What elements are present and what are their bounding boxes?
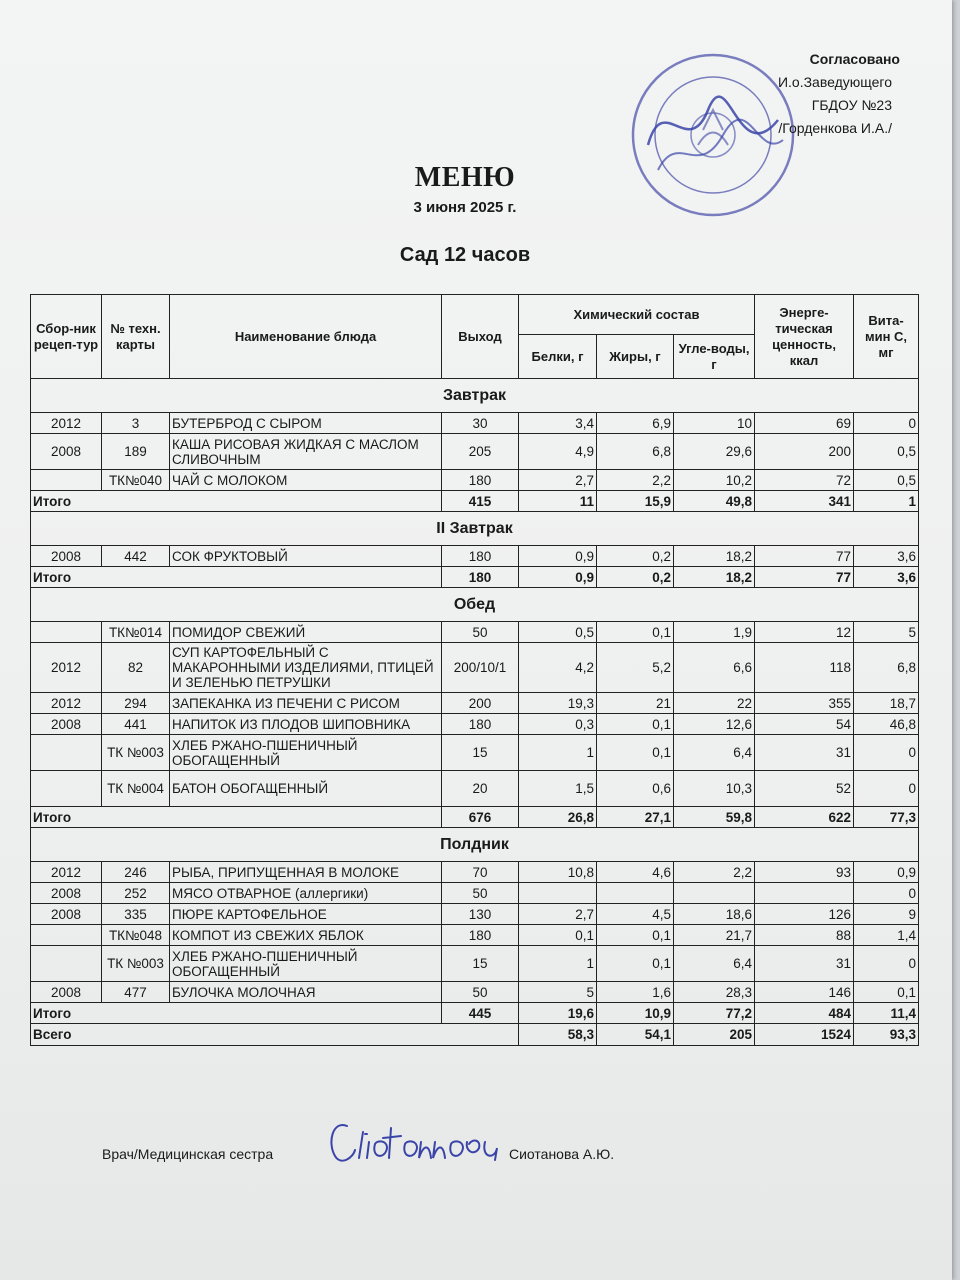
output-cell: 50 (442, 883, 519, 904)
energy-cell: 31 (755, 735, 854, 771)
collection-cell (31, 735, 102, 771)
vitamin-cell: 0,5 (854, 434, 919, 470)
dish-row (31, 925, 919, 946)
total-output: 415 (442, 491, 519, 512)
vitamin-cell: 0 (854, 771, 919, 807)
protein-cell: 10,8 (519, 862, 597, 883)
dish-row (31, 771, 919, 807)
total-energy: 622 (755, 807, 854, 828)
section-row (31, 588, 919, 622)
total-vitamin: 77,3 (854, 807, 919, 828)
collection-cell (31, 771, 102, 807)
collection-cell: 2008 (31, 546, 102, 567)
fat-cell: 0,2 (597, 546, 674, 567)
grand-total-protein: 58,3 (519, 1024, 597, 1046)
fat-cell: 4,5 (597, 904, 674, 925)
total-protein: 11 (519, 491, 597, 512)
section-title: II Завтрак (31, 512, 919, 546)
dish-name-cell: ПОМИДОР СВЕЖИЙ (170, 622, 442, 643)
total-energy: 77 (755, 567, 854, 588)
vitamin-cell: 3,6 (854, 546, 919, 567)
card-cell: 3 (102, 413, 170, 434)
energy-cell: 200 (755, 434, 854, 470)
card-cell: ТК№040 (102, 470, 170, 491)
collection-cell: 2012 (31, 413, 102, 434)
collection-cell (31, 622, 102, 643)
dish-name-cell: РЫБА, ПРИПУЩЕННАЯ В МОЛОКЕ (170, 862, 442, 883)
carbs-cell: 28,3 (674, 982, 755, 1003)
protein-cell: 2,7 (519, 904, 597, 925)
total-label: Итого (31, 807, 442, 828)
approval-block (777, 48, 900, 140)
section-title: Завтрак (31, 379, 919, 413)
energy-cell: 77 (755, 546, 854, 567)
card-cell: 82 (102, 643, 170, 693)
card-cell: ТК №003 (102, 946, 170, 982)
dish-row (31, 546, 919, 567)
carbs-cell: 18,2 (674, 546, 755, 567)
dish-row (31, 883, 919, 904)
carbs-cell: 1,9 (674, 622, 755, 643)
dish-name-cell: СОК ФРУКТОВЫЙ (170, 546, 442, 567)
card-cell: ТК №003 (102, 735, 170, 771)
carbs-cell: 18,6 (674, 904, 755, 925)
total-energy: 341 (755, 491, 854, 512)
card-cell: 189 (102, 434, 170, 470)
approval-name: /Горденкова И.А./ (778, 120, 892, 136)
protein-cell: 5 (519, 982, 597, 1003)
output-cell: 70 (442, 862, 519, 883)
output-cell: 205 (442, 434, 519, 470)
dish-row (31, 622, 919, 643)
grand-total-fat: 54,1 (597, 1024, 674, 1046)
dish-name-cell: НАПИТОК ИЗ ПЛОДОВ ШИПОВНИКА (170, 714, 442, 735)
dish-name-cell: ПЮРЕ КАРТОФЕЛЬНОЕ (170, 904, 442, 925)
protein-cell: 0,1 (519, 925, 597, 946)
menu-subtitle: Сад 12 часов (399, 244, 531, 266)
output-cell: 180 (442, 925, 519, 946)
vitamin-cell: 0,1 (854, 982, 919, 1003)
energy-cell: 52 (755, 771, 854, 807)
energy-cell (755, 883, 854, 904)
vitamin-cell: 0 (854, 946, 919, 982)
grand-total-label: Всего (31, 1024, 519, 1046)
energy-cell: 88 (755, 925, 854, 946)
collection-cell (31, 946, 102, 982)
dish-row (31, 643, 919, 693)
dish-row (31, 413, 919, 434)
protein-cell: 0,9 (519, 546, 597, 567)
card-cell: 246 (102, 862, 170, 883)
fat-cell: 2,2 (597, 470, 674, 491)
card-cell: ТК №004 (102, 771, 170, 807)
dish-row (31, 434, 919, 470)
protein-cell: 2,7 (519, 470, 597, 491)
vitamin-cell: 6,8 (854, 643, 919, 693)
dish-name-cell: БУТЕРБРОД С СЫРОМ (170, 413, 442, 434)
dish-name-cell: ХЛЕБ РЖАНО-ПШЕНИЧНЫЙ ОБОГАЩЕННЫЙ (170, 735, 442, 771)
menu-table (30, 294, 919, 1046)
carbs-cell: 6,6 (674, 643, 755, 693)
energy-cell: 126 (755, 904, 854, 925)
total-label: Итого (31, 1003, 442, 1024)
fat-cell: 0,1 (597, 946, 674, 982)
dish-name-cell: БУЛОЧКА МОЛОЧНАЯ (170, 982, 442, 1003)
protein-cell: 4,9 (519, 434, 597, 470)
fat-cell: 21 (597, 693, 674, 714)
energy-cell: 54 (755, 714, 854, 735)
carbs-cell: 10,2 (674, 470, 755, 491)
dish-name-cell: КАША РИСОВАЯ ЖИДКАЯ С МАСЛОМ СЛИВОЧНЫМ (170, 434, 442, 470)
total-protein: 19,6 (519, 1003, 597, 1024)
protein-cell: 3,4 (519, 413, 597, 434)
header-dish: Наименование блюда (170, 295, 442, 379)
total-row (31, 491, 919, 512)
total-output: 445 (442, 1003, 519, 1024)
section-title: Обед (31, 588, 919, 622)
collection-cell: 2012 (31, 693, 102, 714)
output-cell: 180 (442, 470, 519, 491)
grand-total-energy: 1524 (755, 1024, 854, 1046)
total-protein: 0,9 (519, 567, 597, 588)
protein-cell: 4,2 (519, 643, 597, 693)
card-cell: 441 (102, 714, 170, 735)
carbs-cell: 22 (674, 693, 755, 714)
vitamin-cell: 0 (854, 883, 919, 904)
section-row (31, 828, 919, 862)
carbs-cell: 12,6 (674, 714, 755, 735)
carbs-cell: 21,7 (674, 925, 755, 946)
card-cell: ТК№014 (102, 622, 170, 643)
energy-cell: 355 (755, 693, 854, 714)
total-output: 180 (442, 567, 519, 588)
footer-name: Сиотанова А.Ю. (509, 1146, 615, 1162)
carbs-cell: 10 (674, 413, 755, 434)
total-energy: 484 (755, 1003, 854, 1024)
dish-name-cell: ЧАЙ С МОЛОКОМ (170, 470, 442, 491)
vitamin-cell: 0,9 (854, 862, 919, 883)
protein-cell: 1,5 (519, 771, 597, 807)
grand-total-carbs: 205 (674, 1024, 755, 1046)
nurse-signature (325, 1112, 505, 1170)
energy-cell: 118 (755, 643, 854, 693)
total-fat: 15,9 (597, 491, 674, 512)
fat-cell: 6,9 (597, 413, 674, 434)
output-cell: 180 (442, 714, 519, 735)
collection-cell: 2008 (31, 714, 102, 735)
dish-row (31, 982, 919, 1003)
total-carbs: 59,8 (674, 807, 755, 828)
energy-cell: 146 (755, 982, 854, 1003)
vitamin-cell: 0 (854, 413, 919, 434)
protein-cell: 0,3 (519, 714, 597, 735)
header-protein: Белки, г (519, 335, 597, 379)
vitamin-cell: 1,4 (854, 925, 919, 946)
dish-row (31, 470, 919, 491)
dish-name-cell: БАТОН ОБОГАЩЕННЫЙ (170, 771, 442, 807)
carbs-cell: 2,2 (674, 862, 755, 883)
approval-position: И.о.Заведующего (777, 74, 892, 90)
fat-cell: 0,6 (597, 771, 674, 807)
collection-cell: 2008 (31, 982, 102, 1003)
vitamin-cell: 18,7 (854, 693, 919, 714)
dish-row (31, 735, 919, 771)
output-cell: 200/10/1 (442, 643, 519, 693)
output-cell: 180 (442, 546, 519, 567)
dish-row (31, 862, 919, 883)
total-row (31, 807, 919, 828)
total-label: Итого (31, 491, 442, 512)
fat-cell: 1,6 (597, 982, 674, 1003)
fat-cell (597, 883, 674, 904)
energy-cell: 69 (755, 413, 854, 434)
header-energy: Энерге-тическая ценность, ккал (755, 295, 854, 379)
output-cell: 130 (442, 904, 519, 925)
total-vitamin: 3,6 (854, 567, 919, 588)
dish-name-cell: ХЛЕБ РЖАНО-ПШЕНИЧНЫЙ ОБОГАЩЕННЫЙ (170, 946, 442, 982)
card-cell: ТК№048 (102, 925, 170, 946)
header-carbs: Угле-воды, г (674, 335, 755, 379)
header-fat: Жиры, г (597, 335, 674, 379)
dish-name-cell: КОМПОТ ИЗ СВЕЖИХ ЯБЛОК (170, 925, 442, 946)
collection-cell: 2012 (31, 862, 102, 883)
collection-cell: 2008 (31, 434, 102, 470)
collection-cell (31, 470, 102, 491)
header-card: № техн. карты (102, 295, 170, 379)
card-cell: 442 (102, 546, 170, 567)
menu-date: 3 июня 2025 г. (413, 199, 517, 216)
fat-cell: 5,2 (597, 643, 674, 693)
output-cell: 200 (442, 693, 519, 714)
output-cell: 50 (442, 982, 519, 1003)
total-protein: 26,8 (519, 807, 597, 828)
carbs-cell: 10,3 (674, 771, 755, 807)
footer-role: Врач/Медицинская сестра (102, 1146, 274, 1162)
collection-cell: 2008 (31, 883, 102, 904)
total-carbs: 77,2 (674, 1003, 755, 1024)
card-cell: 335 (102, 904, 170, 925)
collection-cell (31, 925, 102, 946)
protein-cell: 0,5 (519, 622, 597, 643)
dish-row (31, 904, 919, 925)
total-label: Итого (31, 567, 442, 588)
grand-total-row (31, 1024, 919, 1046)
energy-cell: 12 (755, 622, 854, 643)
protein-cell: 19,3 (519, 693, 597, 714)
header-output: Выход (442, 295, 519, 379)
carbs-cell (674, 883, 755, 904)
header-chem: Химический состав (519, 295, 755, 335)
dish-name-cell: СУП КАРТОФЕЛЬНЫЙ С МАКАРОННЫМИ ИЗДЕЛИЯМИ, ПТИЦЕЙ И ЗЕЛЕНЬЮ ПЕТРУШКИ (170, 643, 442, 693)
approval-organization: ГБДОУ №23 (811, 97, 892, 113)
collection-cell: 2012 (31, 643, 102, 693)
section-title: Полдник (31, 828, 919, 862)
fat-cell: 0,1 (597, 735, 674, 771)
official-stamp (628, 50, 798, 220)
vitamin-cell: 0,5 (854, 470, 919, 491)
dish-name-cell: ЗАПЕКАНКА ИЗ ПЕЧЕНИ С РИСОМ (170, 693, 442, 714)
energy-cell: 72 (755, 470, 854, 491)
collection-cell: 2008 (31, 904, 102, 925)
section-row (31, 512, 919, 546)
output-cell: 30 (442, 413, 519, 434)
carbs-cell: 29,6 (674, 434, 755, 470)
fat-cell: 6,8 (597, 434, 674, 470)
header-vitamin: Вита-мин С, мг (854, 295, 919, 379)
dish-row (31, 946, 919, 982)
vitamin-cell: 46,8 (854, 714, 919, 735)
menu-body (31, 379, 919, 1046)
fat-cell: 0,1 (597, 622, 674, 643)
total-row (31, 1003, 919, 1024)
card-cell: 294 (102, 693, 170, 714)
dish-name-cell: МЯСО ОТВАРНОЕ (аллергики) (170, 883, 442, 904)
fat-cell: 0,1 (597, 714, 674, 735)
output-cell: 15 (442, 946, 519, 982)
total-fat: 27,1 (597, 807, 674, 828)
dish-row (31, 714, 919, 735)
total-output: 676 (442, 807, 519, 828)
page-title: МЕНЮ (414, 162, 516, 193)
protein-cell (519, 883, 597, 904)
fat-cell: 4,6 (597, 862, 674, 883)
total-fat: 0,2 (597, 567, 674, 588)
section-row (31, 379, 919, 413)
card-cell: 252 (102, 883, 170, 904)
total-fat: 10,9 (597, 1003, 674, 1024)
grand-total-vitamin: 93,3 (854, 1024, 919, 1046)
vitamin-cell: 0 (854, 735, 919, 771)
total-vitamin: 1 (854, 491, 919, 512)
fat-cell: 0,1 (597, 925, 674, 946)
protein-cell: 1 (519, 735, 597, 771)
carbs-cell: 6,4 (674, 735, 755, 771)
card-cell: 477 (102, 982, 170, 1003)
header-collection: Сбор-ник рецеп-тур (31, 295, 102, 379)
carbs-cell: 6,4 (674, 946, 755, 982)
vitamin-cell: 9 (854, 904, 919, 925)
vitamin-cell: 5 (854, 622, 919, 643)
output-cell: 50 (442, 622, 519, 643)
total-carbs: 49,8 (674, 491, 755, 512)
energy-cell: 93 (755, 862, 854, 883)
output-cell: 15 (442, 735, 519, 771)
energy-cell: 31 (755, 946, 854, 982)
total-carbs: 18,2 (674, 567, 755, 588)
total-row (31, 567, 919, 588)
dish-row (31, 693, 919, 714)
output-cell: 20 (442, 771, 519, 807)
total-vitamin: 11,4 (854, 1003, 919, 1024)
protein-cell: 1 (519, 946, 597, 982)
approval-heading: Согласовано (809, 51, 900, 67)
